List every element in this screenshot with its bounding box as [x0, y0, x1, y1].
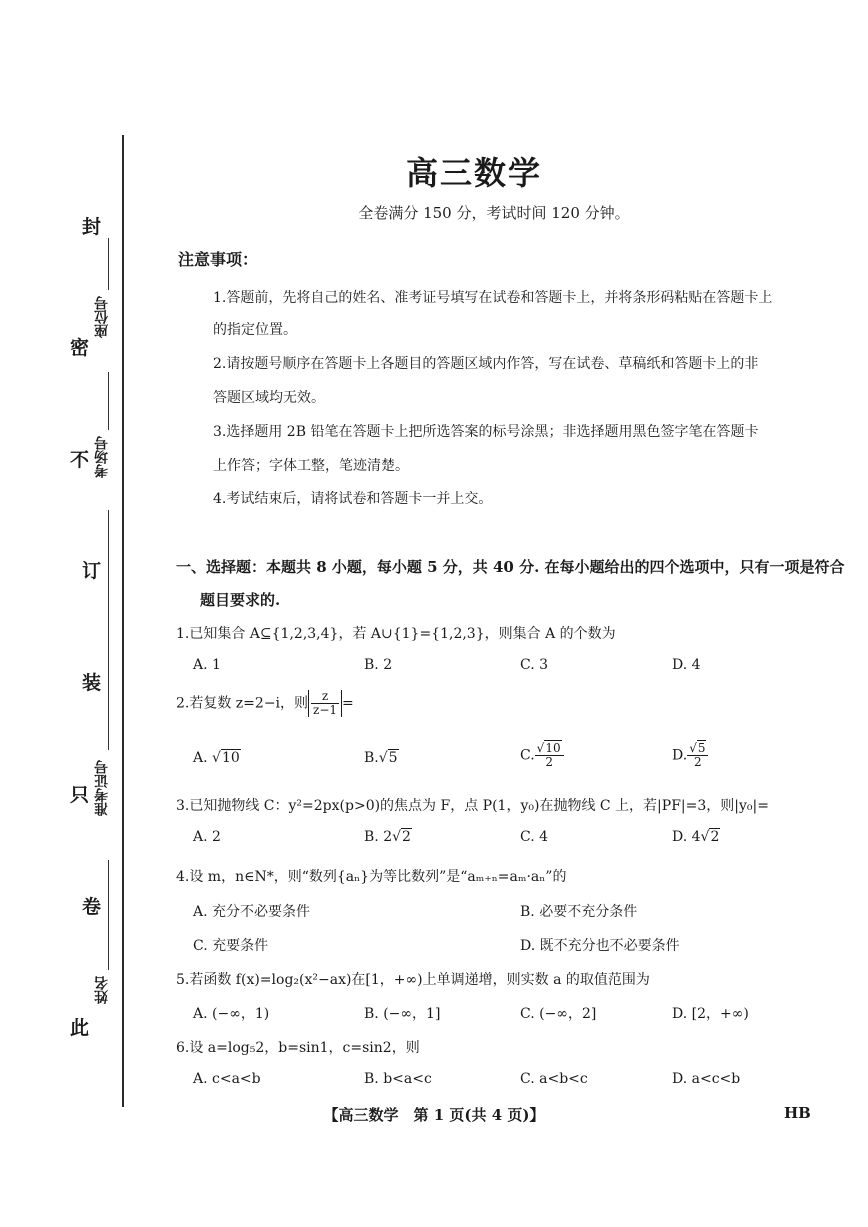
- notice-line: 的指定位置。: [213, 322, 297, 338]
- question-4-stem: 4.设 m，n∈N*，则“数列{aₙ}为等比数列”是“aₘ₊ₙ=aₘ·aₙ”的: [176, 869, 567, 885]
- q2-option-a-label: A.: [193, 750, 208, 766]
- question-1-stem: 1.已知集合 A⊆{1,2,3,4}，若 A∪{1}={1,2,3}，则集合 A 的个数为: [176, 626, 616, 642]
- seal-char-4: 订: [82, 560, 102, 582]
- notice-line: 上作答；字体工整，笔迹清楚。: [213, 458, 409, 474]
- seal-char-7: 卷: [82, 896, 102, 918]
- q2-option-c-fraction: [535, 742, 564, 769]
- question-6-stem: 6.设 a=log₅2，b=sin1，c=sin2，则: [176, 1040, 420, 1056]
- q2-option-b: [364, 750, 399, 766]
- binding-line: [122, 135, 124, 1107]
- q2-option-b-label: B.: [364, 750, 379, 766]
- q2-option-a: [193, 750, 241, 766]
- seal-char-6: 只: [70, 784, 90, 806]
- q2-fraction: [311, 690, 339, 717]
- name-label: 姓名: [94, 976, 110, 1004]
- name-blank[interactable]: [108, 860, 109, 970]
- q2-option-d-fraction: [687, 742, 708, 769]
- notice-line: 2.请按题号顺序在答题卡上各题目的答题区域内作答，写在试卷、草稿纸和答题卡上的非: [213, 356, 759, 372]
- q4-option-a: A. 充分不必要条件: [193, 904, 311, 920]
- q2-option-b-radicand: 5: [388, 750, 398, 766]
- ticket-number-label: 准考证号: [94, 760, 110, 816]
- q6-option-d: D. a<c<b: [672, 1071, 741, 1087]
- q6-option-c: C. a<b<c: [520, 1071, 588, 1087]
- notice-heading: 注意事项：: [178, 250, 259, 269]
- notice-line: 3.选择题用 2B 铅笔在答题卡上把所选答案的标号涂黑；非选择题用黑色签字笔在答题卡: [213, 424, 759, 440]
- q4-option-b: B. 必要不充分条件: [520, 904, 638, 920]
- q4-option-c: C. 充要条件: [193, 938, 269, 954]
- ticket-number-blank[interactable]: [108, 510, 109, 750]
- q3-option-b-radicand: 2: [402, 829, 411, 845]
- question-5-stem: 5.若函数 f(x)=log₂(x²−ax)在[1，+∞)上单调递增，则实数 a 的取值范围为: [176, 972, 650, 988]
- q2-option-d-label: D.: [672, 747, 688, 764]
- page-title: 高三数学: [405, 154, 542, 192]
- seal-char-5: 装: [82, 672, 102, 694]
- q2-suffix: =: [342, 695, 354, 712]
- q6-option-a: A. c<a<b: [193, 1071, 261, 1087]
- q2-prefix: 2.若复数 z=2−i，则: [176, 695, 309, 712]
- q1-option-a: A. 1: [193, 657, 221, 673]
- sqrt-icon: √: [212, 750, 221, 766]
- q2-abs-bars: [308, 690, 342, 717]
- seal-char-8: 此: [70, 1017, 90, 1039]
- q5-option-d: D. [2，+∞): [672, 1006, 749, 1022]
- q1-option-c: C. 3: [520, 657, 549, 673]
- q1-option-b: B. 2: [364, 657, 393, 673]
- exam-room-blank[interactable]: [108, 372, 109, 430]
- sqrt-icon: √: [392, 829, 402, 845]
- question-3-stem: 3.已知抛物线 C：y²=2px(p>0)的焦点为 F，点 P(1，y₀)在抛物线 C 上，若|PF|=3，则|y₀|=: [176, 798, 769, 814]
- notice-line: 答题区域均无效。: [213, 390, 325, 406]
- seal-char-1: 封: [82, 216, 102, 238]
- q2-option-d: [672, 742, 708, 769]
- q3-option-a: A. 2: [193, 829, 221, 845]
- q3-option-d: [672, 829, 720, 845]
- seal-char-2: 密: [70, 337, 90, 359]
- q3-option-c: C. 4: [520, 829, 549, 845]
- q2-option-c: [520, 742, 564, 769]
- q4-option-d: D. 既不充分也不必要条件: [520, 938, 680, 954]
- section-heading-cont: 题目要求的.: [200, 591, 281, 609]
- notice-line: 1.答题前，先将自己的姓名、准考证号填写在试卷和答题卡上，并将条形码粘贴在答题卡上: [213, 290, 773, 306]
- question-2-stem: [176, 690, 354, 717]
- q2-option-a-radicand: 10: [221, 750, 240, 766]
- q1-option-d: D. 4: [672, 657, 701, 673]
- section-heading: 一、选择题：本题共 8 小题，每小题 5 分，共 40 分. 在每小题给出的四个选项中，只有一项是符合: [176, 558, 845, 576]
- q3-option-b: [364, 829, 412, 845]
- q5-option-a: A. (−∞，1): [193, 1006, 270, 1022]
- sqrt-icon: √: [378, 750, 388, 766]
- q2-fraction-denominator: z−1: [313, 703, 338, 717]
- page-footer: 【高三数学 第 1 页(共 4 页)】: [323, 1106, 545, 1124]
- paper-code: HB: [784, 1104, 811, 1122]
- q3-option-d-radicand: 2: [710, 829, 720, 845]
- q3-option-b-label: B. 2: [364, 829, 393, 845]
- seal-char-3: 不: [70, 449, 90, 471]
- page-subtitle: 全卷满分 150 分，考试时间 120 分钟。: [358, 204, 630, 222]
- sqrt-icon: √: [536, 741, 545, 755]
- q3-option-d-label: D. 4: [672, 829, 701, 845]
- q2-option-c-numerator: [535, 742, 564, 756]
- sqrt-icon: √: [700, 829, 710, 845]
- exam-room-label: 考场号: [94, 436, 110, 478]
- q2-fraction-numerator: z: [311, 690, 339, 704]
- q2-option-c-denominator: 2: [545, 755, 553, 769]
- seat-number-label: 座位号: [94, 296, 110, 338]
- notice-line: 4.考试结束后，请将试卷和答题卡一并上交。: [213, 491, 493, 507]
- q2-option-d-radicand: 5: [697, 741, 706, 755]
- q2-option-d-denominator: 2: [694, 755, 702, 769]
- q2-option-c-label: C.: [520, 747, 535, 764]
- q5-option-b: B. (−∞，1]: [364, 1006, 441, 1022]
- seat-number-blank[interactable]: [108, 238, 109, 290]
- sqrt-icon: √: [689, 741, 697, 755]
- q5-option-c: C. (−∞，2]: [520, 1006, 597, 1022]
- q2-option-c-radicand: 10: [545, 741, 561, 755]
- q2-option-d-numerator: [687, 742, 708, 756]
- q6-option-b: B. b<a<c: [364, 1071, 432, 1087]
